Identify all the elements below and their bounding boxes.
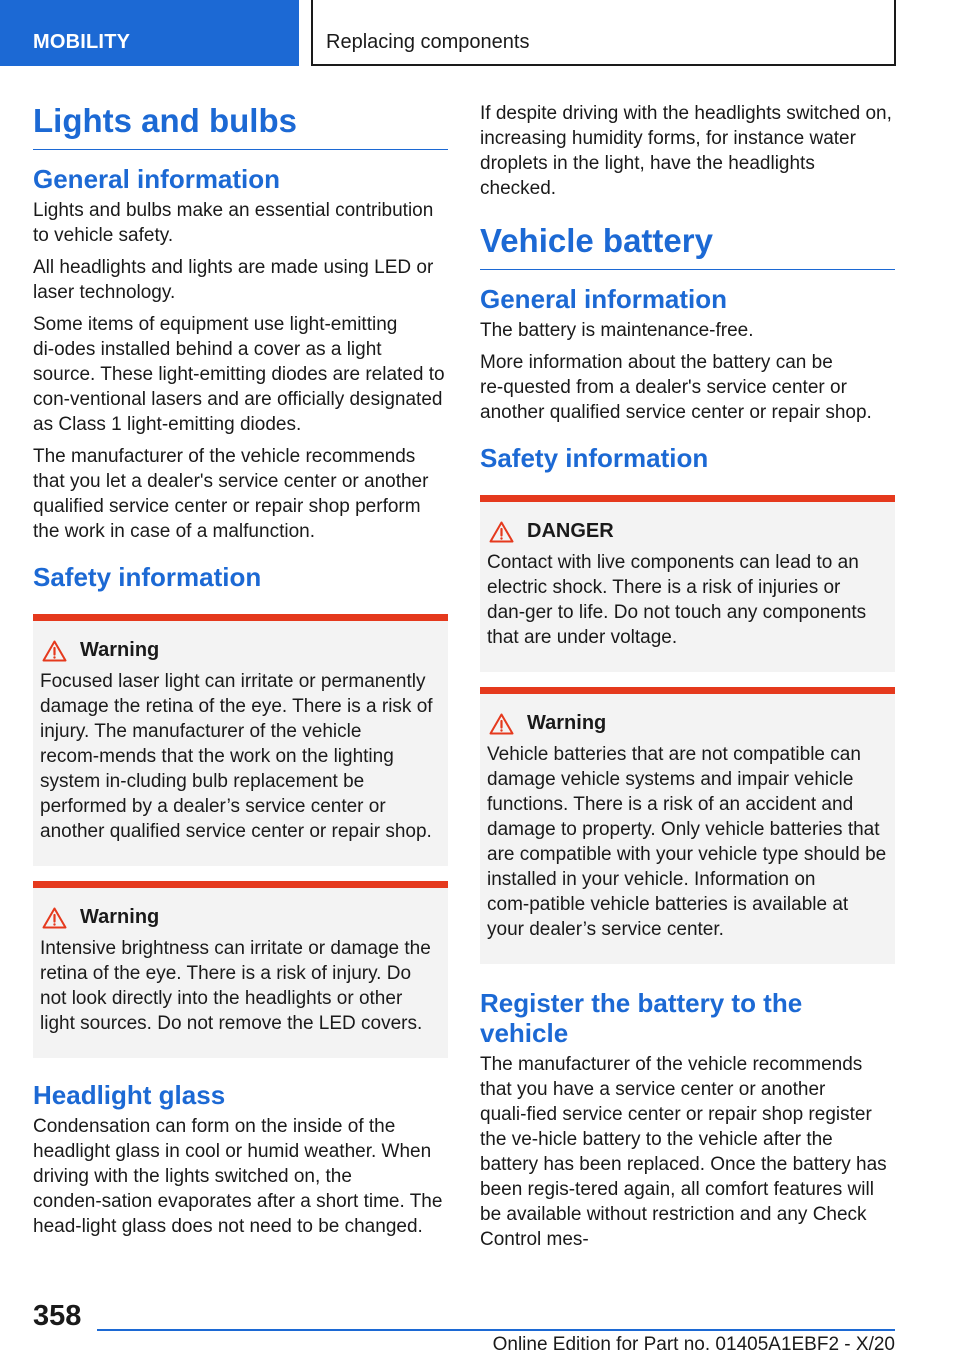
footer-divider <box>97 1329 895 1331</box>
warning-text: Vehicle batteries that are not compatible can damage vehicle systems and impair vehicle functions. There is a risk of an accident and damage to property. Only vehicle batteries that are compatible with your vehicle type should be installed in your vehicle. Information on com‑patible vehicle batteries is available at your dealer’s service center. <box>487 744 887 940</box>
warning-triangle-icon <box>42 640 67 662</box>
warning-title: Warning <box>527 712 607 734</box>
warning-title: Warning <box>80 906 160 928</box>
warning-box-battery <box>480 687 895 964</box>
register-battery-text: The manufacturer of the vehicle recommends that you have a service center or another quali‑fied service center or repair shop register the ve‑hicle battery to the vehicle after the battery has been replaced. Once the battery has been regis‑tered again, all comfort features will be available without restriction and any Check Control mes‑ <box>480 1054 887 1250</box>
right-column <box>480 101 895 1259</box>
lights-safety-heading: Safety information <box>33 562 262 592</box>
warning-box-brightness <box>33 881 448 1058</box>
battery-safety-heading: Safety information <box>480 443 709 473</box>
battery-general-paragraph: More information about the battery can be re‑quested from a dealer's service center or another qualified service center or repair shop. <box>480 352 872 423</box>
battery-general-heading: General information <box>480 284 728 314</box>
headlight-glass-text: Condensation can form on the inside of the headlight glass in cool or humid weather. When driving with the lights switched on, the conden‑sation evaporates after a short time. The head‑light glass does not need to be changed. <box>33 1116 443 1237</box>
warning-triangle-icon <box>489 521 514 543</box>
header-section-tab <box>0 0 299 66</box>
footer-edition: Online Edition for Part no. 01405A1EBF2 - X/20 <box>492 1334 895 1355</box>
headlight-glass-continued: If despite driving with the headlights switched on, increasing humidity forms, for instance water droplets in the light, have the headlights checked. <box>480 103 892 199</box>
warning-triangle-icon <box>489 713 514 735</box>
page-number: 358 <box>33 1300 82 1332</box>
headlight-glass-heading: Headlight glass <box>33 1080 226 1110</box>
battery-title: Vehicle battery <box>480 221 895 270</box>
danger-title: DANGER <box>527 520 614 542</box>
left-column <box>33 101 448 1246</box>
lights-general-paragraph: All headlights and lights are made using LED or laser technology. <box>33 257 434 303</box>
warning-text: Intensive brightness can irritate or damage the retina of the eye. There is a risk of injury. Do not look directly into the headlights or other light sources. Do not remove the LED covers. <box>40 938 431 1034</box>
lights-general-paragraph: Some items of equipment use light‑emitting di‑odes installed behind a cover as a light source. These light‑emitting diodes are related to con‑ventional lasers and are officially designated as Class 1 light‑emitting diodes. <box>33 314 445 435</box>
warning-text: Focused laser light can irritate or permanently damage the retina of the eye. There is a risk of injury. The manufacturer of the vehicle recom‑mends that the work on the lighting system in‑cluding bulb replacement be performed by a dealer’s service center or another qualified service center or repair shop. <box>40 671 433 842</box>
header-chapter-box <box>311 0 896 66</box>
danger-text: Contact with live components can lead to an electric shock. There is a risk of injuries or dan‑ger to life. Do not touch any components that are under voltage. <box>487 552 867 648</box>
warning-title: Warning <box>80 639 160 661</box>
lights-title: Lights and bulbs <box>33 101 448 150</box>
lights-general-heading: General information <box>33 164 281 194</box>
warning-triangle-icon <box>42 907 67 929</box>
header-chapter-label: Replacing components <box>326 31 530 53</box>
danger-box <box>480 495 895 672</box>
register-battery-heading: Register the battery to the vehicle <box>480 988 803 1048</box>
warning-box-laser <box>33 614 448 866</box>
header-section-label: MOBILITY <box>33 31 131 53</box>
battery-general-paragraph: The battery is maintenance‑free. <box>480 320 754 341</box>
lights-general-paragraph: The manufacturer of the vehicle recommends that you let a dealer's service center or another qualified service center or repair shop perform the work in case of a malfunction. <box>33 446 429 542</box>
lights-general-paragraph: Lights and bulbs make an essential contribution to vehicle safety. <box>33 200 434 246</box>
